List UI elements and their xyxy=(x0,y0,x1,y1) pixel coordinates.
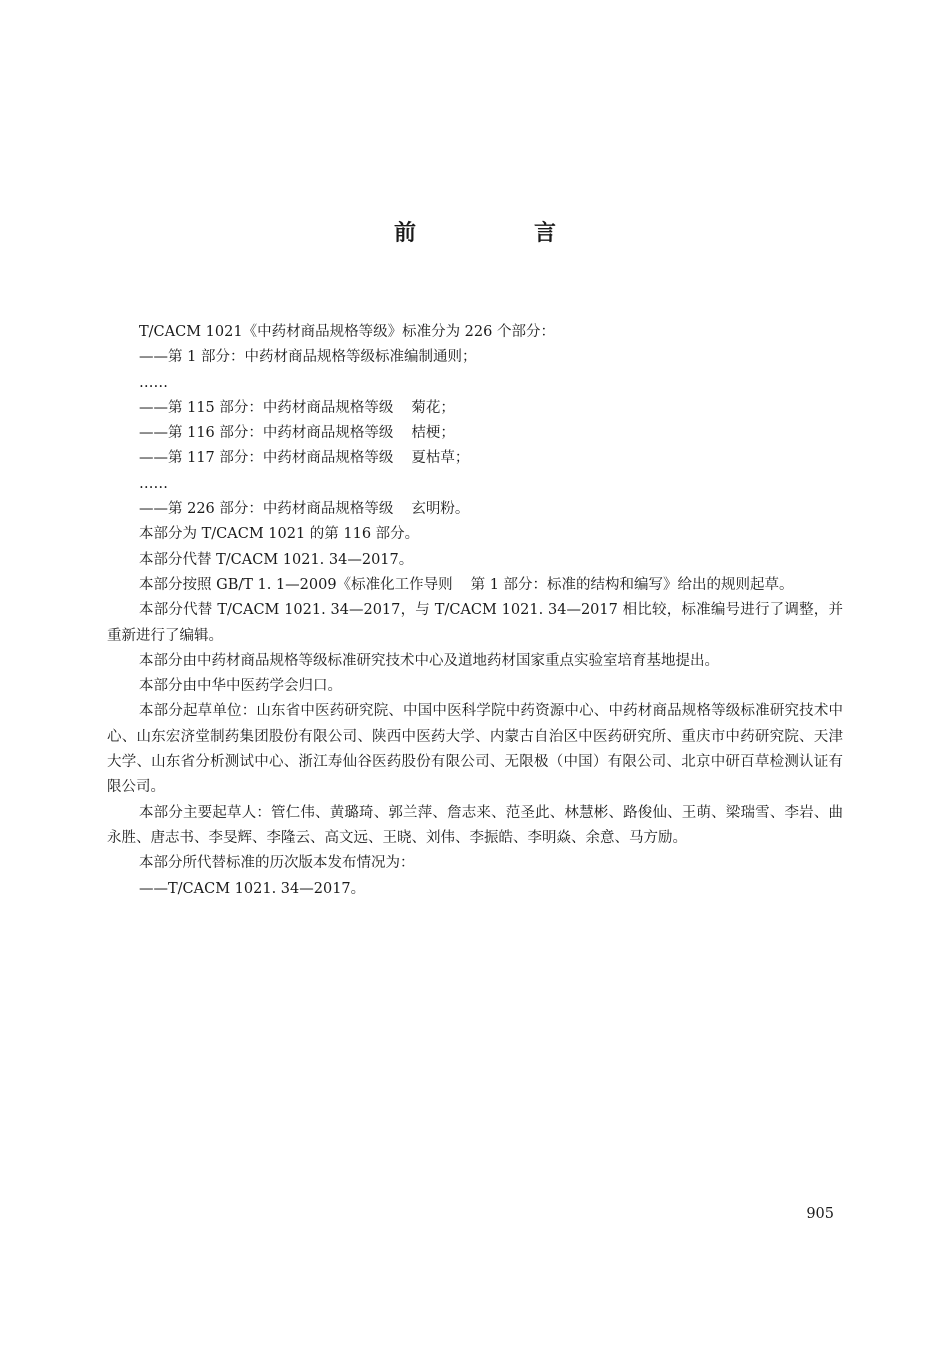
preface-body xyxy=(107,320,843,902)
page-number: 905 xyxy=(806,1206,834,1222)
ellipsis-1: …… xyxy=(139,374,168,391)
paragraph-proposer: 本部分由中药材商品规格等级标准研究技术中心及道地药材国家重点实验室培育基地提出。 xyxy=(139,652,719,669)
part-116-name: 桔梗； xyxy=(411,425,455,442)
list-item-previous-version: ——T/CACM 1021. 34—2017。 xyxy=(139,880,366,897)
part-116-prefix: ——第 116 部分：中药材商品规格等级 xyxy=(139,425,394,442)
list-item-part-1: ——第 1 部分：中药材商品规格等级标准编制通则； xyxy=(139,349,477,366)
list-item-part-226 xyxy=(107,497,843,522)
list-item-part-117 xyxy=(107,446,843,471)
part-117-prefix: ——第 117 部分：中药材商品规格等级 xyxy=(139,450,394,467)
paragraph-drafting-units: 本部分起草单位：山东省中医药研究院、中国中医科学院中药资源中心、中药材商品规格等级标准研究技术中心、山东宏济堂制药集团股份有限公司、陕西中医药大学、内蒙古自治区中医药研究所、重庆市中药研究院、天津大学、山东省分析测试中心、浙江寿仙谷医药股份有限公司、无限极（中国）有限公司、北京中研百草检测认证有限公司。 xyxy=(107,703,843,796)
paragraph-drafting-rules xyxy=(107,573,843,598)
part-226-name: 玄明粉。 xyxy=(411,501,470,518)
paragraph-part-number: 本部分为 T/CACM 1021 的第 116 部分。 xyxy=(139,526,420,543)
paragraph-changes: 本部分代替 T/CACM 1021. 34—2017，与 T/CACM 1021. 34—2017 相比较，标准编号进行了调整，并重新进行了编辑。 xyxy=(107,602,843,644)
paragraph-replaces: 本部分代替 T/CACM 1021. 34—2017。 xyxy=(139,551,414,568)
page-title: 前 言 xyxy=(393,221,604,246)
paragraph-version-history: 本部分所代替标准的历次版本发布情况为： xyxy=(139,855,415,872)
paragraph-parts-overview: T/CACM 1021《中药材商品规格等级》标准分为 226 个部分： xyxy=(139,324,555,340)
part-115-name: 菊花； xyxy=(411,399,455,416)
part-226-prefix: ——第 226 部分：中药材商品规格等级 xyxy=(139,501,394,518)
drafting-rules-suffix: 第 1 部分：标准的结构和编写》给出的规则起草。 xyxy=(470,576,794,593)
part-117-name: 夏枯草； xyxy=(411,450,470,467)
list-item-part-116 xyxy=(107,421,843,446)
ellipsis-2: …… xyxy=(139,475,168,492)
drafting-rules-prefix: 本部分按照 GB/T 1. 1—2009《标准化工作导则 xyxy=(139,576,453,593)
list-item-part-115 xyxy=(107,396,843,421)
part-115-prefix: ——第 115 部分：中药材商品规格等级 xyxy=(139,399,394,416)
paragraph-drafters: 本部分主要起草人：管仁伟、黄璐琦、郭兰萍、詹志来、范圣此、林慧彬、路俊仙、王萌、梁瑞雪、李岩、曲永胜、唐志书、李旻辉、李隆云、高文远、王晓、刘伟、李振皓、李明焱、余意、马方励。 xyxy=(107,804,843,846)
paragraph-administrator: 本部分由中华中医药学会归口。 xyxy=(139,678,342,695)
